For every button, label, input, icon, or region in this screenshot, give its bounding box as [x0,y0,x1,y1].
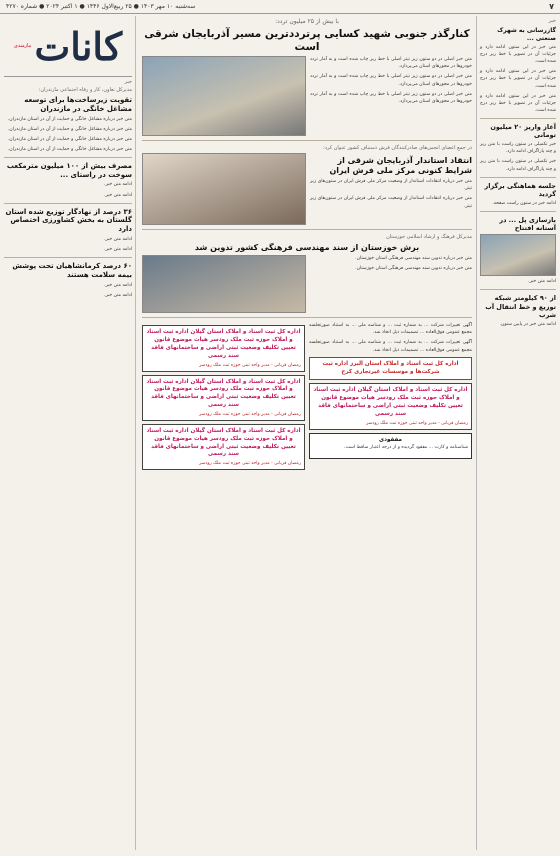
right-kicker: خبر [548,18,556,24]
right-story3-body: ادامه خبر در ستون راست صفحه. [492,200,556,206]
alborz-notice-title: اداره کل ثبت اسناد و املاک استان البرز اداره ثبت شرکت‌ها و موسسات غیرتجاری کرج [322,360,459,375]
left-story4-body: ادامه متن خبر. [103,282,132,288]
notice1-title: اداره کل ثبت اسناد و املاک استان گیلان اداره ثبت اسناد و املاک حوزه ثبت ملک رودسر هیات موضوع قانون تعیین تکلیف وضعیت ثبتی اراضی و ساختمانهای فاقد سند رسمی [146,329,301,359]
left-story1-body-b: متن خبر درباره مشاغل خانگی و حمایت از آن در استان مازندران. [7,126,132,132]
notice1-foot: رمضان قربانی - مدیر واحد ثبتی حوزه ثبت ملک رودسر [199,362,301,368]
left-story2-title: مصرف بیش از ۱۰۰ میلیون مترمکعب سوخت در راستای ... [6,161,132,179]
main-lead-body-b: متن خبر اصلی در دو ستون زیر تیتر اصلی با خط ریز چاپ شده است و به آمار تردد خودروها در محورهای استان می‌پردازد. [310,74,472,87]
left-story2-body-b: ادامه متن خبر. [103,192,132,198]
story3-body-b: متن خبر درباره تدوین سند مهندسی فرهنگی استان خوزستان. [355,266,472,272]
left-story3-title: ۳۶ درصد از نهادگار توزیع شده استان گلستان به بخش کشاورزی اختصاص دارد [5,207,132,234]
right-story1-title: گازرسانی به شهرک صنعتی ... [497,27,556,42]
notice2-foot: رمضان قربانی - مدیر واحد ثبتی حوزه ثبت ملک رودسر [199,411,301,417]
story2-kicker: در جمع اعضای انجمن‌های صادرکنندگان فرش دستباف کشور عنوان کرد: [323,145,472,152]
left-story4-title: ۶۰ درصد کرمانشاهیان تحت پوشش بیمه سلامت هستند [12,262,132,279]
right-story1-body: متن خبر در این ستون ادامه دارد و جزئیات آن در تصویر با خط ریز درج شده است. [480,45,556,65]
notice4-foot: رمضان قربانی - مدیر واحد ثبتی حوزه ثبت ملک رودسر [366,420,468,426]
right-story2-title: آغاز واریز ۲۰ میلیون تومانی [490,122,556,140]
notice4-title: اداره کل ثبت اسناد و املاک استان گیلان اداره ثبت اسناد و املاک حوزه ثبت ملک رودسر هیات موضوع قانون تعیین تکلیف وضعیت ثبتی اراضی و ساختمانهای فاقد سند رسمی [313,387,468,417]
left-story1-title: تقویت زیرساخت‌ها برای توسعه مشاغل خانگی در مازندران [24,96,132,113]
left-column [4,16,136,850]
story2-title: انتقاد استاندار آذربایجان شرقی از شرایط کنونی مرکز ملی فرش ایران [329,156,472,176]
notice3-title: اداره کل ثبت اسناد و املاک استان گیلان اداره ثبت اسناد و املاک حوزه ثبت ملک رودسر هیات موضوع قانون تعیین تکلیف وضعیت ثبتی اراضی و ساختمانهای فاقد سند رسمی [146,427,301,458]
story2-body-b: متن خبر درباره انتقادات استاندار از وضعیت مرکز ملی فرش ایران در ستون‌های زیر تیتر. [310,196,472,209]
notice3-foot: رمضان قربانی - مدیر واحد ثبتی حوزه ثبت ملک رودسر [199,461,301,467]
right-story4-photo [480,234,556,276]
right-story1-body-c: متن خبر در این ستون ادامه دارد و جزئیات آن در تصویر با خط ریز درج شده است. [480,93,556,113]
left-story2-body: ادامه متن خبر. [103,182,132,188]
lost-title: مفقودی [378,436,403,443]
story3-body: متن خبر درباره تدوین سند مهندسی فرهنگی استان خوزستان. [355,256,472,262]
masthead-logo [4,16,132,77]
left-kicker: خبر [124,79,132,85]
right-story3-title: جلسه هماهنگی برگزار گردید [484,181,556,198]
right-story5-body: ادامه متن خبر در پایین ستون. [499,321,556,327]
right-story2-body-b: خبر تکمیلی در ستون راست با متن ریز و چند پاراگراف ادامه دارد. [480,159,556,172]
left-story4-body-b: ادامه متن خبر. [103,292,132,298]
logo-sub: نیازمندی [13,43,32,49]
left-story1-body-c: متن خبر درباره مشاغل خانگی و حمایت از آن در استان مازندران. [7,136,132,142]
issue-line: سه‌شنبه ۱۰ مهر ۱۴۰۳ ● ۲۵ ربیع‌الاول ۱۴۴۶ ● ۱ اکتبر ۲۰۲۴ ● شماره ۴۲۷۰ [6,3,196,10]
main-column [142,16,472,850]
page-number: ۷ [549,2,554,11]
logo-text: کانات [34,23,123,69]
story3-title: برش خوزستان از سند مهندسی فرهنگی کشور تدوین شد [194,243,420,253]
meeting-photo [142,255,306,313]
highway-photo [142,56,306,136]
main-lead-body: متن خبر اصلی در دو ستون زیر تیتر اصلی با خط ریز چاپ شده است و به آمار تردد خودروها در محورهای استان می‌پردازد. [310,57,472,70]
left-story3-body-b: ادامه متن خبر. [103,247,132,253]
story2-body: متن خبر درباره انتقادات استاندار از وضعیت مرکز ملی فرش ایران در ستون‌های زیر تیتر. [310,179,472,192]
governor-photo [142,153,306,225]
lost-body: شناسنامه و کارت ... مفقود گردیده و از درجه اعتبار ساقط است. [344,445,468,451]
main-lead-body-c: متن خبر اصلی در دو ستون زیر تیتر اصلی با خط ریز چاپ شده است و به آمار تردد خودروها در محورهای استان می‌پردازد. [310,91,472,104]
left-story1-body: متن خبر درباره مشاغل خانگی و حمایت از آن در استان مازندران. [7,116,132,122]
notice2-title: اداره کل ثبت اسناد و املاک استان گیلان اداره ثبت اسناد و املاک حوزه ثبت ملک رودسر هیات موضوع قانون تعیین تکلیف وضعیت ثبتی اراضی و ساختمانهای فاقد سند رسمی [146,378,301,409]
right-column [476,16,556,850]
left-story1-body-d: متن خبر درباره مشاغل خانگی و حمایت از آن در استان مازندران. [7,146,132,152]
ad-body-b: آگهی تغییرات شرکت ... به شماره ثبت ... و شناسه ملی ... به استناد صورتجلسه مجمع عمومی فوق‌العاده ... تصمیمات ذیل اتخاذ شد. [309,340,472,353]
page-header [0,0,560,14]
left-story3-body: ادامه متن خبر. [103,236,132,242]
left-story1-kicker: مدیرکل تعاون، کار و رفاه اجتماعی مازندران: [38,87,132,93]
right-story4-body: ادامه متن خبر. [527,279,556,285]
right-story1-body-b: متن خبر در این ستون ادامه دارد و جزئیات آن در تصویر با خط ریز درج شده است. [480,69,556,89]
story3-kicker: مدیرکل فرهنگ و ارشاد اسلامی خوزستان [386,234,472,241]
ad-body: آگهی تغییرات شرکت ... به شماره ثبت ... و شناسه ملی ... به استناد صورتجلسه مجمع عمومی فوق‌العاده ... تصمیمات ذیل اتخاذ شد. [309,323,472,336]
right-story4-title: بازسازی پل ... در آستانه افتتاح [499,216,556,233]
main-kicker: با بیش از ۲۵ میلیون تردد: [275,18,339,25]
right-story2-body: خبر تکمیلی در ستون راست با متن ریز و چند پاراگراف ادامه دارد. [480,142,556,155]
main-headline: کنارگذر جنوبی شهید کسایی پرترددترین مسیر آذربایجان شرقی است [144,28,470,54]
right-story5-title: از ۹۰ کیلومتر شبکه توزیع و خط انتقال آب شرب [485,294,556,319]
